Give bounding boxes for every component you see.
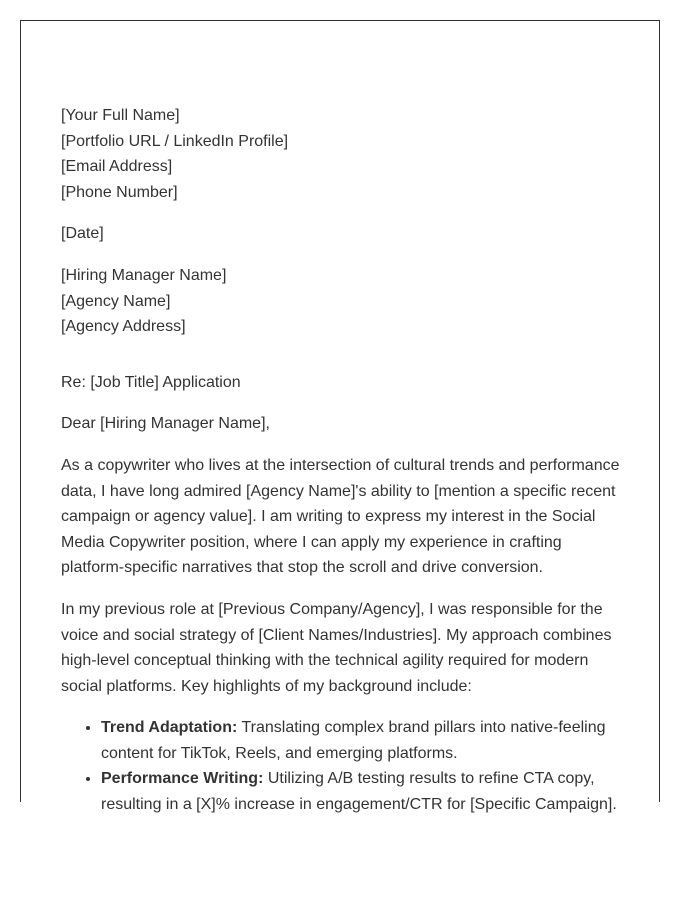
recipient-manager: [Hiring Manager Name] — [61, 266, 227, 284]
letter-page — [20, 20, 660, 814]
sender-portfolio: [Portfolio URL / LinkedIn Profile] — [61, 132, 289, 150]
recipient-agency: [Agency Name] — [61, 292, 171, 310]
body-paragraph-1: As a copywriter who lives at the intersection of cultural trends and performance data, I have long admired [Agency Name]'s ability to [mention a specific recent campaign or agency value]. I am writing to express my interest in the Social Media Copywriter position, where I can apply my experience in crafting platform-specific narratives that stop the scroll and drive conversion. — [61, 456, 620, 577]
body-paragraph-2: In my previous role at [Previous Company/Agency], I was responsible for the voice and social strategy of [Client Names/Industries]. My approach combines high-level conceptual thinking with the technical agility required for modern social platforms. Key highlights of my background include: — [61, 600, 612, 695]
sender-phone: [Phone Number] — [61, 183, 178, 201]
highlight-title: Trend Adaptation: — [101, 719, 238, 737]
list-item — [101, 766, 626, 817]
highlights-list — [61, 715, 626, 817]
salutation: Dear [Hiring Manager Name], — [61, 415, 270, 433]
list-item — [101, 715, 626, 766]
letter-content — [61, 103, 626, 818]
sender-email: [Email Address] — [61, 158, 173, 176]
recipient-address: [Agency Address] — [61, 318, 186, 336]
subject-line: Re: [Job Title] Application — [61, 373, 241, 391]
letter-date: [Date] — [61, 225, 104, 243]
sender-block — [61, 103, 626, 205]
sender-name: [Your Full Name] — [61, 107, 180, 124]
date-block — [61, 221, 626, 247]
highlight-text: Translating complex brand pillars into native-feeling content for TikTok, Reels, and emerging platforms. — [101, 719, 606, 762]
highlight-text: Utilizing A/B testing results to refine CTA copy, resulting in a [X]% increase in engagement/CTR for [Specific Campaign]. — [101, 770, 617, 814]
recipient-block — [61, 263, 626, 340]
highlight-title: Performance Writing: — [101, 770, 264, 788]
